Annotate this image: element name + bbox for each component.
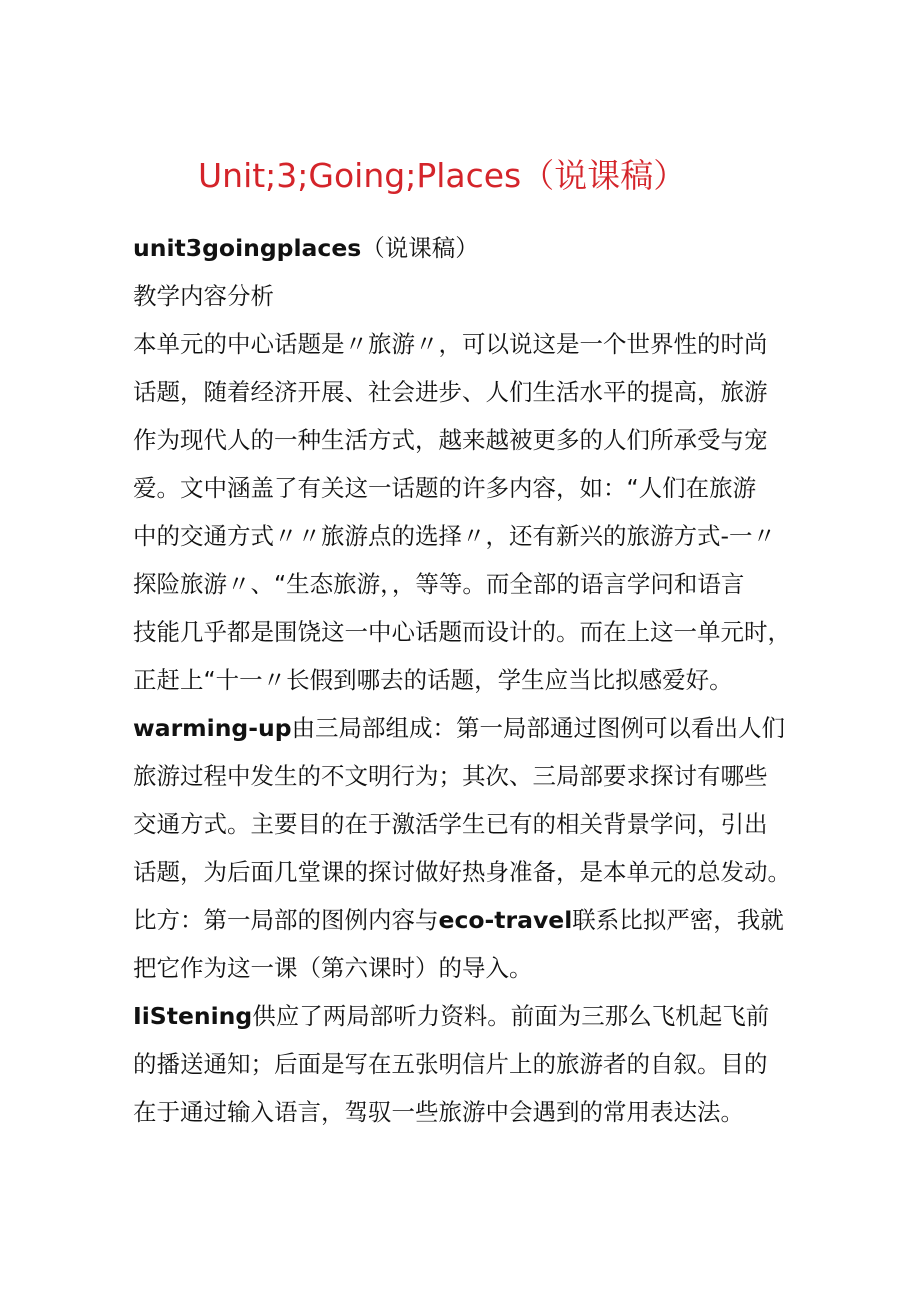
warmup-first-rest: 由三局部组成：第一局部通过图例可以看出人们 — [291, 714, 786, 742]
paragraph-line: 爱。文中涵盖了有关这一话题的许多内容，如：“人们在旅游 — [133, 474, 757, 502]
paragraph-line: 话题，为后面几堂课的探讨做好热身准备，是本单元的总发动。 — [133, 858, 791, 886]
paragraph-line: 本单元的中心话题是〃旅游〃，可以说这是一个世界性的时尚 — [133, 330, 768, 358]
warmup-bold-term: warming-up — [133, 714, 292, 742]
paragraph-line: 话题，随着经济开展、社会进步、人们生活水平的提高，旅游 — [133, 378, 768, 406]
paragraph-line: 技能几乎都是围饶这一中心话题而设计的。而在上这一单元时， — [133, 618, 791, 646]
paragraph-line: 旅游过程中发生的不文明行为；其次、三局部要求探讨有哪些 — [133, 762, 768, 790]
example-suffix: 联系比拟严密，我就 — [572, 906, 784, 934]
listening-first-line — [133, 992, 798, 1040]
paragraph-line: 交通方式。主要目的在于激活学生已有的相关背景学问，引出 — [133, 810, 768, 838]
listening-bold-term: IiStening — [133, 1002, 253, 1030]
paragraph-line: 正赶上“十一〃长假到哪去的话题，学生应当比拟感爱好。 — [133, 666, 733, 694]
document-title: Unit;3;Going;Places（说课稿） — [198, 156, 687, 195]
listening-first-rest: 供应了两局部听力资料。前面为三那么飞机起飞前 — [252, 1002, 770, 1030]
paragraph-line: 把它作为这一课（第六课时）的导入。 — [133, 954, 533, 982]
paragraph-line: 的播送通知；后面是写在五张明信片上的旅游者的自叙。目的 — [133, 1050, 768, 1078]
subtitle-rest: （说课稿） — [361, 234, 479, 262]
example-line — [133, 896, 798, 944]
document-body — [133, 224, 798, 1136]
paragraph-line: 探险旅游〃、“生态旅游，，等等。而全部的语言学问和语言 — [133, 570, 745, 598]
paragraph-line: 中的交通方式〃〃旅游点的选择〃，还有新兴的旅游方式-一〃 — [133, 522, 776, 550]
subtitle-line — [133, 224, 798, 272]
paragraph-line: 作为现代人的一种生活方式，越来越被更多的人们所承受与宠 — [133, 426, 768, 454]
paragraph-line: 在于通过输入语言，驾驭一些旅游中会遇到的常用表达法。 — [133, 1098, 744, 1126]
example-bold-term: eco-travel — [438, 906, 573, 934]
example-prefix: 比方：第一局部的图例内容与 — [133, 906, 439, 934]
section-heading: 教学内容分析 — [133, 282, 274, 310]
subtitle-bold: unit3goingplaces — [133, 234, 362, 262]
warmup-first-line — [133, 704, 798, 752]
